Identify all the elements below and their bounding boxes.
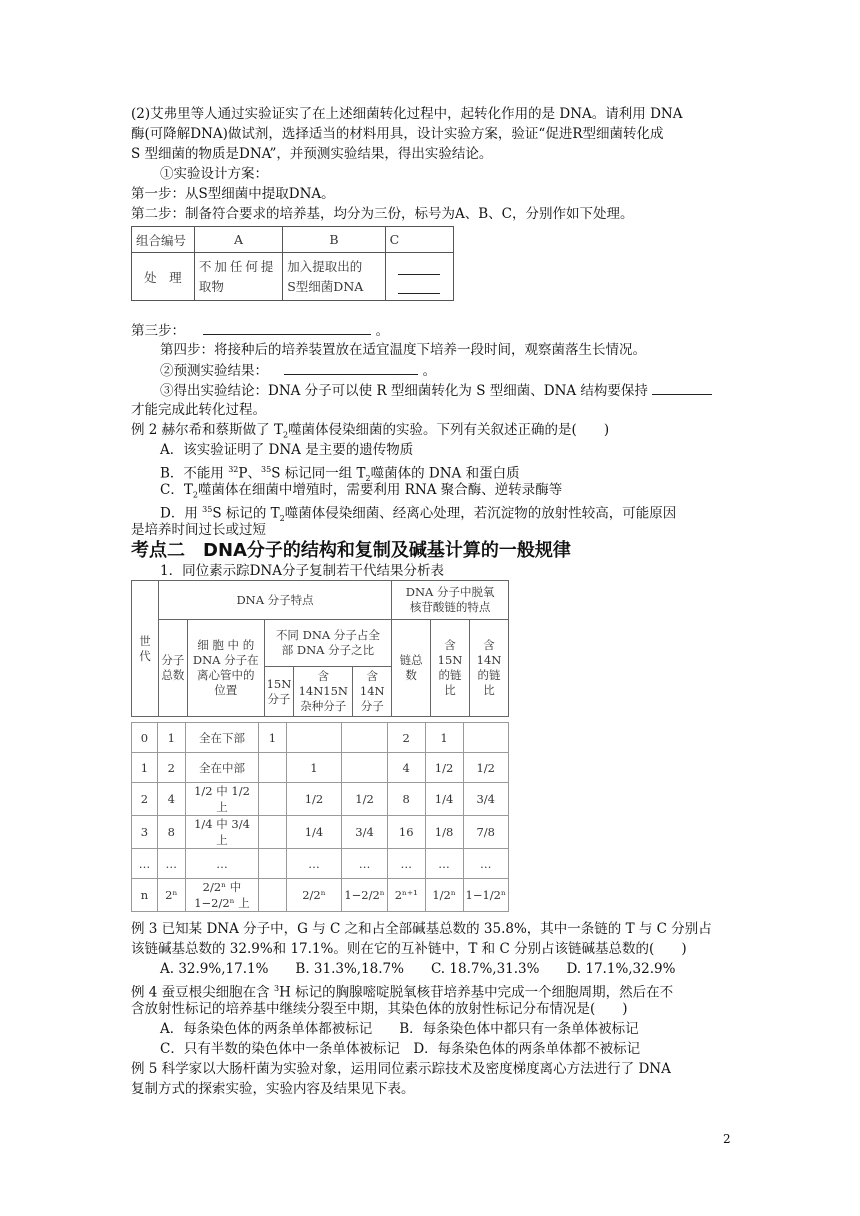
ex2-optA: A．该实验证明了 DNA 是主要的遗传物质 bbox=[160, 442, 414, 458]
ex3-line2: 该链碱基总数的 32.9%和 17.1%。则在它的互补链中，T 和 C 分别占该链碱基总数的( ) bbox=[131, 941, 687, 957]
dna-features-header-table bbox=[131, 580, 509, 717]
t2-total-mol-l1: 分子 bbox=[161, 653, 185, 667]
predict-end: 。 bbox=[422, 363, 437, 379]
table-cell: 2 bbox=[387, 723, 425, 753]
predict-blank bbox=[284, 360, 418, 375]
table-cell bbox=[463, 723, 509, 753]
table-cell bbox=[342, 753, 387, 783]
t1-c-blank1 bbox=[398, 260, 440, 275]
table-cell: 3 bbox=[132, 816, 158, 849]
ex4-line1-sup: 3 bbox=[273, 984, 280, 993]
t2-ratio-header bbox=[264, 620, 392, 667]
step1: 第一步：从S型细菌中提取DNA。 bbox=[131, 186, 335, 202]
ex2-optB-sub: 2 bbox=[365, 474, 371, 484]
table-cell bbox=[259, 753, 286, 783]
ex4-line2: 含放射性标记的培养基中继续分裂至中期，其染色体的放射性标记分布情况是( ) bbox=[131, 1001, 628, 1017]
table-row bbox=[132, 753, 509, 783]
t2-col15 bbox=[264, 667, 294, 717]
table-cell: 3/4 bbox=[342, 816, 387, 849]
ex3-line1: 例 3 已知某 DNA 分子中，G 与 C 之和占全部碱基总数的 35.8%，其中一条链的 T 与 C 分别占 bbox=[131, 921, 712, 937]
dna-replication-data-table bbox=[131, 722, 509, 912]
table-cell: 1/2 bbox=[463, 753, 509, 783]
table-cell: 1/2 bbox=[286, 783, 342, 816]
t3-body bbox=[132, 723, 509, 912]
conclusion-line2: 才能完成此转化过程。 bbox=[131, 402, 266, 418]
conclusion-text: ③得出实验结论：DNA 分子可以使 R 型细菌转化为 S 型细菌、DNA 结构要保持 bbox=[160, 383, 648, 399]
ex4-line1-a: 例 4 蚕豆根尖细胞在含 bbox=[131, 984, 274, 1001]
table-cell: … bbox=[425, 849, 463, 879]
t2-ratio-l2: 部 DNA 分子之比 bbox=[281, 643, 375, 657]
design-heading: ①实验设计方案： bbox=[160, 166, 268, 182]
table-cell: 8 bbox=[157, 816, 185, 849]
para2-line2: 酶(可降解DNA)做试剂，选择适当的材料用具，设计实验方案，验证“促进R型细菌转化成 bbox=[131, 126, 664, 142]
step3-end: 。 bbox=[375, 323, 390, 339]
ex4-line1-b: H 标记的胸腺嘧啶脱氧核苷培养基中完成一个细胞周期，然后在不 bbox=[279, 984, 674, 1001]
table-cell: 1/4 bbox=[286, 816, 342, 849]
table-cell: 1/4 中 3/4 上 bbox=[185, 816, 259, 849]
t2-col15-l1: 15N bbox=[266, 676, 292, 691]
t2-dna-features: DNA 分子特点 bbox=[158, 581, 391, 620]
t2-position-l4: 位置 bbox=[214, 683, 238, 697]
table-cell: 2/2ⁿ bbox=[286, 879, 342, 912]
ex2-optC-sub: 2 bbox=[192, 490, 198, 500]
predict bbox=[160, 360, 436, 381]
table-cell: 16 bbox=[387, 816, 425, 849]
predict-label: ②预测实验结果： bbox=[160, 363, 268, 379]
table-cell bbox=[259, 849, 286, 879]
t1-header-group: 组合编号 bbox=[132, 227, 195, 253]
t1-a-line2: 取物 bbox=[198, 278, 224, 294]
t1-header-b: B bbox=[283, 227, 385, 253]
step3 bbox=[131, 320, 389, 341]
table-row bbox=[132, 783, 509, 816]
t1-cell-b bbox=[283, 253, 385, 301]
t2-ratio15-l2: 的链比 bbox=[438, 668, 462, 697]
t2-col14 bbox=[353, 667, 392, 717]
t2-colhybrid-l2: 杂种分子 bbox=[300, 699, 347, 713]
ex2-optB-d: 噬菌体的 DNA 和蛋白质 bbox=[370, 465, 520, 482]
section2-sub1: 1．同位素示踪DNA分子复制若干代结果分析表 bbox=[160, 563, 444, 579]
table-cell: 1 bbox=[286, 753, 342, 783]
table-cell: … bbox=[157, 849, 185, 879]
t2-colhybrid bbox=[294, 667, 353, 717]
table-cell: … bbox=[185, 849, 259, 879]
table-cell: 1/2 中 1/2 上 bbox=[185, 783, 259, 816]
t2-ratio14-l1: 含 bbox=[483, 638, 495, 652]
table-row bbox=[132, 723, 509, 753]
ex2-optB-sup1: 32 bbox=[228, 465, 239, 474]
t1-a-line1: 不加任何提 bbox=[198, 258, 277, 274]
table-cell: 1/2 bbox=[342, 783, 387, 816]
ex2-optD-a: D．用 bbox=[160, 505, 203, 522]
t1-header-c: C bbox=[385, 227, 453, 253]
ex5-line2: 复制方式的探索实验，实验内容及结果见下表。 bbox=[131, 1081, 415, 1097]
table-row bbox=[132, 849, 509, 879]
table-cell: 3/4 bbox=[463, 783, 509, 816]
table-cell: … bbox=[132, 849, 158, 879]
t2-position-l2: DNA 分子在 bbox=[192, 653, 259, 667]
table-cell: 2ⁿ⁺¹ bbox=[387, 879, 425, 912]
t2-col14-l2: 分子 bbox=[360, 699, 384, 713]
t2-total-molecules bbox=[158, 620, 187, 717]
t2-ratio14 bbox=[470, 620, 509, 717]
table-cell: 2 bbox=[132, 783, 158, 816]
t1-b-line2: S型细菌DNA bbox=[287, 278, 364, 294]
ex2-optC-b: 噬菌体在细菌中增殖时，需要利用 RNA 聚合酶、逆转录酶等 bbox=[197, 482, 563, 498]
table-cell: 8 bbox=[387, 783, 425, 816]
t1-cell-a bbox=[194, 253, 282, 301]
t1-c-blank2 bbox=[398, 279, 440, 294]
t1-row-label: 处 理 bbox=[132, 253, 195, 301]
page-number: 2 bbox=[723, 1132, 731, 1146]
table-cell bbox=[259, 879, 286, 912]
t2-position-l3: 离心管中的 bbox=[196, 668, 255, 682]
table-cell: … bbox=[342, 849, 387, 879]
step3-label: 第三步： bbox=[131, 323, 185, 339]
table-row bbox=[132, 879, 509, 912]
t2-position bbox=[187, 620, 264, 717]
t1-header-a: A bbox=[194, 227, 282, 253]
table-cell bbox=[286, 723, 342, 753]
table-cell: 2ⁿ bbox=[157, 879, 185, 912]
table-cell: 1−2/2ⁿ bbox=[342, 879, 387, 912]
table-cell: 1/2 bbox=[425, 753, 463, 783]
table-cell: 全在中部 bbox=[185, 753, 259, 783]
t2-chain-features bbox=[392, 581, 509, 620]
t2-ratio15-l1: 含15N bbox=[437, 638, 463, 667]
ex5-line1: 例 5 科学家以大肠杆菌为实验对象，运用同位素示踪技术及密度梯度离心方法进行了 DNA bbox=[131, 1061, 671, 1077]
table-cell: 1 bbox=[157, 723, 185, 753]
t2-ratio14-l2: 14N bbox=[476, 653, 502, 667]
section2-title: 考点二 DNA分子的结构和复制及碱基计算的一般规律 bbox=[131, 540, 571, 561]
step2: 第二步：制备符合要求的培养基，均分为三份，标号为A、B、C，分别作如下处理。 bbox=[131, 206, 634, 222]
table-cell: … bbox=[387, 849, 425, 879]
table-cell: 2 bbox=[157, 753, 185, 783]
ex2-optB-c: S 标记同一组 T bbox=[271, 465, 366, 482]
table-cell: 2/2ⁿ 中 1−2/2ⁿ 上 bbox=[185, 879, 259, 912]
t2-generation: 世代 bbox=[132, 581, 159, 717]
ex2-stem-b: 噬菌体侵染细菌的实验。下列有关叙述正确的是( ) bbox=[288, 422, 610, 438]
t2-ratio15 bbox=[431, 620, 470, 717]
ex2-optB-a: B．不能用 bbox=[160, 465, 229, 482]
ex2-optD-sup: 35 bbox=[202, 505, 213, 514]
ex2-optB-b: P、 bbox=[238, 465, 261, 482]
t2-chain-features-l2: 核苷酸链的特点 bbox=[409, 600, 491, 614]
t2-ratio14-l3: 的链比 bbox=[477, 668, 501, 697]
table-cell: … bbox=[286, 849, 342, 879]
table-cell: 1/2ⁿ bbox=[425, 879, 463, 912]
table-cell: 1/4 bbox=[425, 783, 463, 816]
step3-blank bbox=[203, 320, 371, 335]
ex2-optD-c: 噬菌体侵染细菌、经离心处理，若沉淀物的放射性较高，可能原因 bbox=[284, 505, 677, 522]
table-cell: 1 bbox=[259, 723, 286, 753]
step4: 第四步：将接种后的培养装置放在适宜温度下培养一段时间，观察菌落生长情况。 bbox=[160, 342, 646, 358]
table-cell: 4 bbox=[157, 783, 185, 816]
ex2-optD-line2: 是培养时间过长或过短 bbox=[131, 522, 266, 538]
t1-cell-c bbox=[385, 253, 453, 301]
t2-position-l1: 细 胞 中 的 bbox=[197, 638, 255, 652]
table-cell: 1 bbox=[425, 723, 463, 753]
para2-line3: S 型细菌的物质是DNA”，并预测实验结果，得出实验结论。 bbox=[131, 146, 493, 162]
conclusion bbox=[160, 380, 712, 401]
t2-total-mol-l2: 总数 bbox=[161, 668, 185, 682]
treatment-table bbox=[131, 226, 454, 301]
ex2-optD-sub: 2 bbox=[279, 514, 285, 524]
table-cell bbox=[259, 816, 286, 849]
table-cell bbox=[259, 783, 286, 816]
t2-col14-l1: 含14N bbox=[359, 669, 385, 698]
t2-col15-l2: 分子 bbox=[267, 691, 291, 706]
t2-colhybrid-l1: 含14N15N bbox=[298, 669, 348, 698]
table-cell: 1−1/2ⁿ bbox=[463, 879, 509, 912]
table-cell bbox=[342, 723, 387, 753]
ex4-optAB: A．每条染色体的两条单体都被标记 B．每条染色体中都只有一条单体被标记 bbox=[160, 1021, 639, 1037]
para2-line1: (2)艾弗里等人通过实验证实了在上述细菌转化过程中，起转化作用的是 DNA。请利用 DNA bbox=[131, 106, 683, 122]
t2-chain-features-l1: DNA 分子中脱氧 bbox=[405, 585, 495, 599]
conclusion-blank bbox=[652, 380, 712, 395]
ex4-optCD: C．只有半数的染色体中一条单体被标记 D．每条染色体的两条单体都不被标记 bbox=[160, 1041, 641, 1057]
ex2-optB-sup2: 35 bbox=[261, 465, 272, 474]
table-cell: 1 bbox=[132, 753, 158, 783]
ex2-stem-sub: 2 bbox=[282, 430, 289, 440]
t1-b-line1: 加入提取出的 bbox=[287, 258, 363, 274]
table-cell: 全在下部 bbox=[185, 723, 259, 753]
ex2-optC-a: C．T bbox=[160, 482, 193, 498]
table-cell: 1/8 bbox=[425, 816, 463, 849]
table-cell: 0 bbox=[132, 723, 158, 753]
ex3-options: A. 32.9%,17.1% B. 31.3%,18.7% C. 18.7%,31.3% D. 17.1%,32.9% bbox=[160, 961, 676, 977]
ex2-stem-a: 例 2 赫尔希和蔡斯做了 T bbox=[131, 422, 283, 438]
table-cell: … bbox=[463, 849, 509, 879]
t2-total-chains: 链总数 bbox=[392, 620, 431, 717]
table-cell: 7/8 bbox=[463, 816, 509, 849]
ex2-optD-b: S 标记的 T bbox=[212, 505, 280, 522]
table-cell: 4 bbox=[387, 753, 425, 783]
table-row bbox=[132, 816, 509, 849]
table-cell: n bbox=[132, 879, 158, 912]
t2-ratio-l1: 不同 DNA 分子占全 bbox=[275, 628, 380, 642]
